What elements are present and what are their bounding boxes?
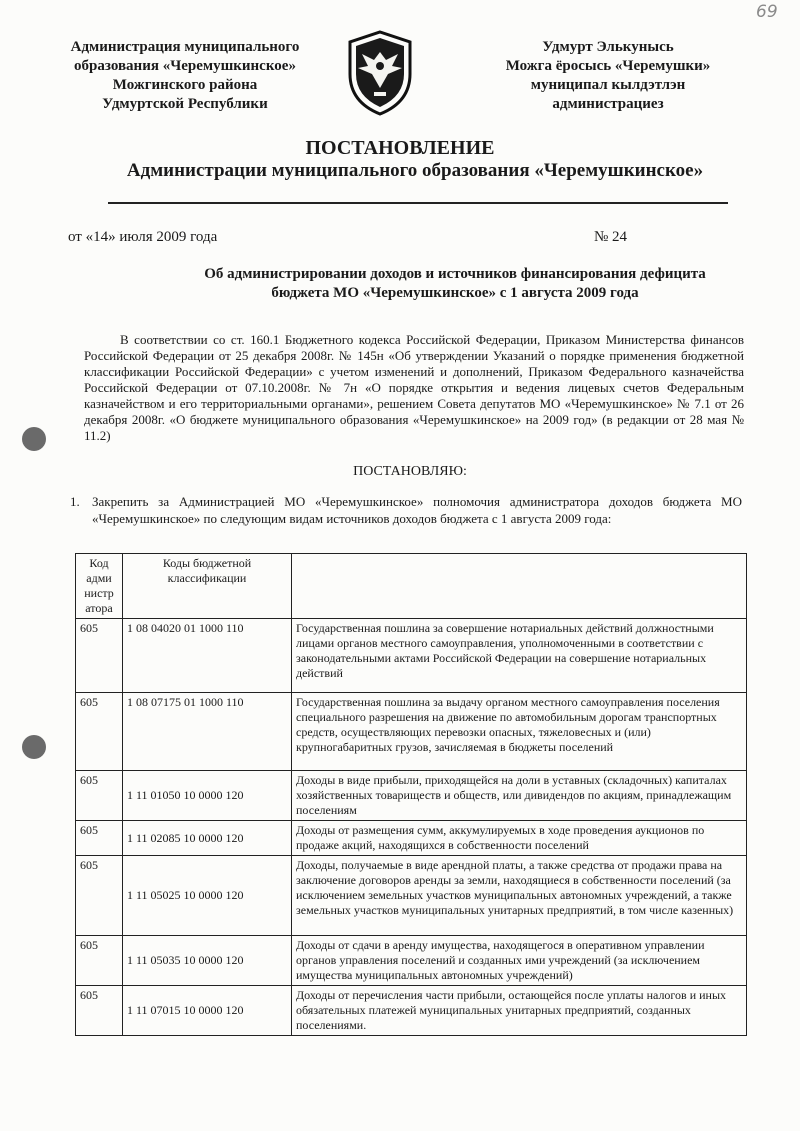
decree-heading: ПОСТАНОВЛЯЮ: bbox=[353, 464, 467, 479]
header-left-line: Удмуртской Республики bbox=[102, 96, 268, 112]
header-budget-code: Коды бюджетной классификации bbox=[123, 554, 292, 619]
header-left-block bbox=[40, 38, 330, 114]
document-title: ПОСТАНОВЛЕНИЕ bbox=[305, 137, 495, 159]
handwritten-page-number: 69 bbox=[756, 2, 778, 22]
preamble-paragraph: В соответствии со ст. 160.1 Бюджетного кодекса Российской Федерации, Приказом Министерства финансов Российской Федерации от 25 декабря 2008г. № 145н «Об утверждении Указаний о порядке применения бюджетной классификации Российской Федерации» с учетом изменений и дополнений, Приказом Федерального казначейства Российской Федерации от 07.10.2008г. № 7н «О порядке открытия и ведения лицевых счетов Федеральным казначейством и его территориальными органами», решением Совета депутатов МО «Черемушкинское» № 7.1 от 26 декабря 2008г. «О бюджете муниципального образования «Черемушкинское» на 2009 год» (в редакции от 28 мая № 11.2) bbox=[84, 332, 744, 443]
cell-description: Доходы от перечисления части прибыли, остающейся после уплаты налогов и иных обязательных платежей муниципальных унитарных предприятий, созданных поселениями. bbox=[292, 986, 747, 1036]
cell-code: 1 11 01050 10 0000 120 bbox=[123, 771, 292, 821]
subject-line: бюджета МО «Черемушкинское» с 1 августа 2009 года bbox=[271, 285, 639, 301]
clause-text: Закрепить за Администрацией МО «Черемушкинское» полномочия администратора доходов бюджета МО «Черемушкинское» по следующим видам источников доходов бюджета с 1 августа 2009 года: bbox=[92, 494, 742, 526]
cell-description: Государственная пошлина за выдачу органом местного самоуправления поселения специального разрешения на движение по автомобильным дорогам транспортных средств, осуществляющих перевозки опасных, тяжеловесных и (или) крупногабаритных грузов, зачисляемая в бюджеты поселений bbox=[292, 693, 747, 771]
cell-code: 1 11 05035 10 0000 120 bbox=[123, 936, 292, 986]
table-header-row bbox=[76, 554, 747, 619]
header-right-line: муниципал кылдэтлэн bbox=[530, 77, 686, 93]
table-row bbox=[76, 693, 747, 771]
cell-admin: 605 bbox=[76, 821, 123, 856]
coat-of-arms-emblem bbox=[344, 30, 416, 116]
header-admin-code: Код адми нистр атора bbox=[76, 554, 123, 619]
document-subject bbox=[0, 265, 800, 303]
binder-hole bbox=[22, 427, 46, 451]
table-row bbox=[76, 856, 747, 936]
header-left-line: Администрация муниципального bbox=[70, 39, 300, 55]
clause-number: 1. bbox=[70, 494, 80, 509]
cell-admin: 605 bbox=[76, 693, 123, 771]
header-left-line: образования «Черемушкинское» bbox=[74, 58, 296, 74]
table-row bbox=[76, 936, 747, 986]
cell-code: 1 11 05025 10 0000 120 bbox=[123, 856, 292, 936]
cell-code: 1 11 07015 10 0000 120 bbox=[123, 986, 292, 1036]
cell-code: 1 08 04020 01 1000 110 bbox=[123, 619, 292, 693]
header-right-line: Удмурт Элькунысь bbox=[542, 39, 674, 55]
cell-admin: 605 bbox=[76, 936, 123, 986]
table-row bbox=[76, 619, 747, 693]
binder-hole bbox=[22, 735, 46, 759]
cell-description: Доходы в виде прибыли, приходящейся на доли в уставных (складочных) капиталах хозяйственных товариществ и обществ, или дивидендов по акциям, принадлежащим поселениям bbox=[292, 771, 747, 821]
cell-admin: 605 bbox=[76, 771, 123, 821]
header-right-line: администрациез bbox=[552, 96, 664, 112]
cell-description: Доходы от сдачи в аренду имущества, находящегося в оперативном управлении органов управления поселений и созданных ими учреждений (за исключением имущества муниципальных автономных учреждений) bbox=[292, 936, 747, 986]
header-right-block bbox=[468, 38, 748, 114]
document-number: № 24 bbox=[594, 229, 628, 245]
header-description bbox=[292, 554, 747, 619]
subject-line: Об администрировании доходов и источников финансирования дефицита bbox=[204, 266, 706, 282]
header-right-line: Можга ёросысь «Черемушки» bbox=[505, 58, 711, 74]
revenue-codes-table bbox=[75, 553, 747, 1036]
cell-code: 1 08 07175 01 1000 110 bbox=[123, 693, 292, 771]
cell-description: Государственная пошлина за совершение нотариальных действий должностными лицами органов местного самоуправления, уполномоченными в соответствии с законодательными актами Российской Федерации на совершение нотариальных действий bbox=[292, 619, 747, 693]
title-divider bbox=[108, 202, 728, 204]
cell-admin: 605 bbox=[76, 856, 123, 936]
cell-description: Доходы, получаемые в виде арендной платы, а также средства от продажи права на заключение договоров аренды за земли, находящиеся в собственности поселений (за исключением земельных участков муниципальных автономных учреждений, а также земельных участков муниципальных унитарных предприятий, в том числе казенных) bbox=[292, 856, 747, 936]
cell-admin: 605 bbox=[76, 619, 123, 693]
table-row bbox=[76, 771, 747, 821]
table-row bbox=[76, 986, 747, 1036]
document-date: от «14» июля 2009 года bbox=[68, 229, 218, 245]
header-left-line: Можгинского района bbox=[112, 77, 258, 93]
cell-admin: 605 bbox=[76, 986, 123, 1036]
clause-1 bbox=[70, 493, 742, 527]
table-row bbox=[76, 821, 747, 856]
cell-code: 1 11 02085 10 0000 120 bbox=[123, 821, 292, 856]
document-subtitle: Администрации муниципального образования «Черемушкинское» bbox=[126, 160, 704, 181]
cell-description: Доходы от размещения сумм, аккумулируемых в ходе проведения аукционов по продаже акций, находящихся в собственности поселений bbox=[292, 821, 747, 856]
